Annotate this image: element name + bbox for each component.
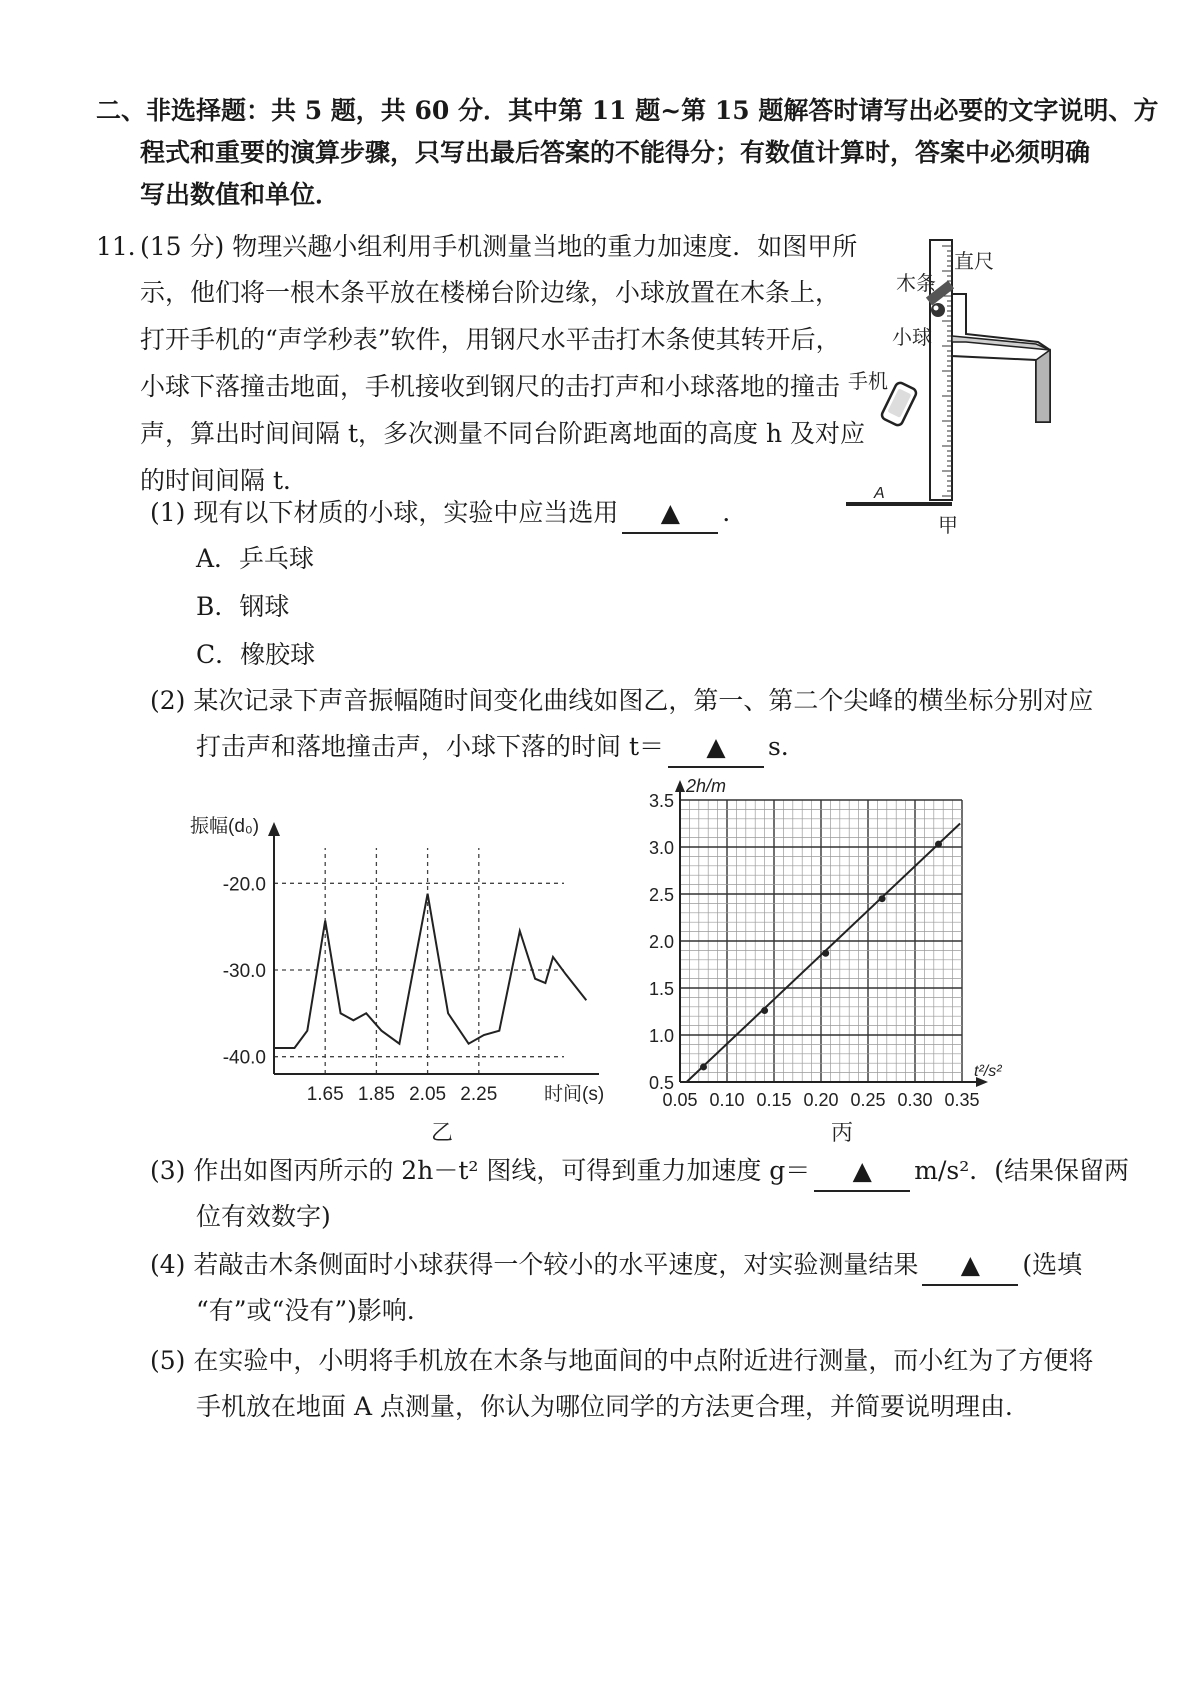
label-stick: 木条 (896, 273, 936, 295)
question-11 (96, 222, 916, 522)
figure-jia (840, 232, 1160, 552)
part-4 (150, 1246, 1160, 1336)
section-line-3: 写出数值和单位． (140, 180, 341, 209)
option-a: A．乒乓球 (196, 544, 315, 573)
y-tick-label: -30.0 (222, 961, 266, 982)
x-tick-label: 0.20 (803, 1090, 839, 1110)
part-2-line-2: 打击声和落地撞击声，小球下落的时间 t＝ (196, 732, 664, 761)
data-point (879, 895, 886, 902)
y-tick-label: 2.0 (648, 932, 674, 952)
intro-line-4: 小球下落撞击地面，手机接收到钢尺的击打声和小球落地的撞击 (140, 372, 841, 401)
y-tick-label: 0.5 (648, 1073, 674, 1093)
part-5 (150, 1342, 1160, 1432)
x-tick-label: 0.10 (709, 1090, 745, 1110)
part-3-text: (3) 作出如图丙所示的 2h－t² 图线，可得到重力加速度 g＝ (150, 1156, 811, 1185)
y-axis-arrow (675, 780, 685, 792)
x-tick-label: 2.25 (460, 1084, 498, 1105)
y-tick-label: 3.0 (648, 838, 674, 858)
y-tick-label: -20.0 (222, 874, 266, 896)
x-axis-label: 时间(s) (544, 1084, 605, 1105)
y-axis-arrow (268, 822, 280, 836)
y-tick-label: 1.5 (648, 979, 674, 999)
y-tick-label: 3.5 (648, 791, 674, 811)
part-3-line-2: 位有效数字) (196, 1202, 331, 1231)
part-2-line-1: (2) 某次记录下声音振幅随时间变化曲线如图乙，第一、第二个尖峰的横坐标分别对应 (150, 686, 1094, 715)
x-tick-label: 1.65 (306, 1084, 344, 1105)
y-axis-label: 2h/m (686, 776, 727, 796)
amplitude-series-line (274, 894, 586, 1048)
intro-line-1: (15 分) 物理兴趣小组利用手机测量当地的重力加速度．如图甲所 (140, 232, 858, 261)
y-tick-label: 1.0 (648, 1026, 674, 1046)
answer-blank-1[interactable] (622, 494, 718, 534)
intro-line-3: 打开手机的“声学秒表”软件，用钢尺水平击打木条使其转开后， (140, 325, 841, 354)
part-4-post: (选填 (1022, 1250, 1083, 1279)
answer-blank-2[interactable] (668, 728, 764, 768)
section-header (96, 92, 1159, 222)
intro-line-6: 的时间间隔 t． (140, 466, 308, 495)
answer-blank-3[interactable] (814, 1152, 910, 1192)
blank-mark: ▲ (852, 1156, 872, 1185)
x-tick-label: 0.15 (756, 1090, 792, 1110)
blank-mark: ▲ (706, 732, 726, 761)
label-phone: 手机 (848, 371, 888, 393)
chart-bing-caption: 丙 (830, 1120, 854, 1145)
blank-mark: ▲ (960, 1250, 980, 1279)
x-tick-label: 0.35 (944, 1090, 980, 1110)
section-line-1: 二、非选择题：共 5 题，共 60 分．其中第 11 题~第 15 题解答时请写出必要的文字说明、方 (96, 96, 1159, 125)
option-c: C．橡胶球 (196, 640, 316, 669)
x-tick-label: 0.25 (850, 1090, 886, 1110)
label-point-a: A (874, 485, 885, 502)
y-tick-label: 2.5 (648, 885, 674, 905)
data-point (761, 1007, 768, 1014)
blank-mark: ▲ (660, 498, 680, 527)
ball-highlight (934, 306, 939, 311)
part-4-text: (4) 若敲击木条侧面时小球获得一个较小的水平速度，对实验测量结果 (150, 1250, 919, 1279)
answer-blank-4[interactable] (922, 1246, 1018, 1286)
part-1-end: ． (722, 498, 748, 527)
options-list (196, 540, 496, 690)
part-1 (150, 494, 850, 534)
part-4-line-2: “有”或“没有”)影响． (196, 1296, 432, 1325)
data-point (935, 841, 942, 848)
x-tick-label: 1.85 (357, 1084, 395, 1105)
question-number: 11． (96, 232, 153, 261)
option-b: B．钢球 (196, 592, 290, 621)
chart-yi-caption: 乙 (430, 1120, 454, 1145)
y-axis-label: 振幅(d₀) (190, 816, 260, 837)
part-5-line-1: (5) 在实验中，小明将手机放在木条与地面间的中点附近进行测量，而小红为了方便将 (150, 1346, 1094, 1375)
label-ball: 小球 (892, 327, 932, 349)
chart-yi (180, 796, 640, 1156)
data-point (822, 950, 829, 957)
part-5-line-2: 手机放在地面 A 点测量，你认为哪位同学的方法更合理，并简要说明理由． (196, 1392, 1030, 1421)
section-line-2: 程式和重要的演算步骤，只写出最后答案的不能得分；有数值计算时，答案中必须明确 (140, 138, 1091, 167)
x-axis-label: t²/s² (974, 1063, 1002, 1080)
x-tick-label: 0.30 (897, 1090, 933, 1110)
part-3 (150, 1152, 1160, 1242)
intro-line-5: 声，算出时间间隔 t，多次测量不同台阶距离地面的高度 h 及对应 (140, 419, 865, 448)
ball (931, 303, 945, 317)
part-3-unit: m/s²．(结果保留两 (914, 1156, 1130, 1185)
label-ruler: 直尺 (954, 251, 994, 273)
part-1-text: (1) 现有以下材质的小球，实验中应当选用 (150, 498, 619, 527)
stair-side (1036, 350, 1050, 422)
data-point (700, 1063, 707, 1070)
part-2-unit: s． (768, 732, 806, 761)
x-tick-label: 2.05 (409, 1084, 447, 1105)
chart-bing (632, 770, 1022, 1154)
y-tick-label: -40.0 (222, 1047, 266, 1069)
x-tick-label: 0.05 (662, 1090, 698, 1110)
intro-line-2: 示，他们将一根木条平放在楼梯台阶边缘，小球放置在木条上， (140, 278, 841, 307)
figure-jia-caption: 甲 (938, 515, 958, 537)
part-2 (150, 682, 1160, 772)
